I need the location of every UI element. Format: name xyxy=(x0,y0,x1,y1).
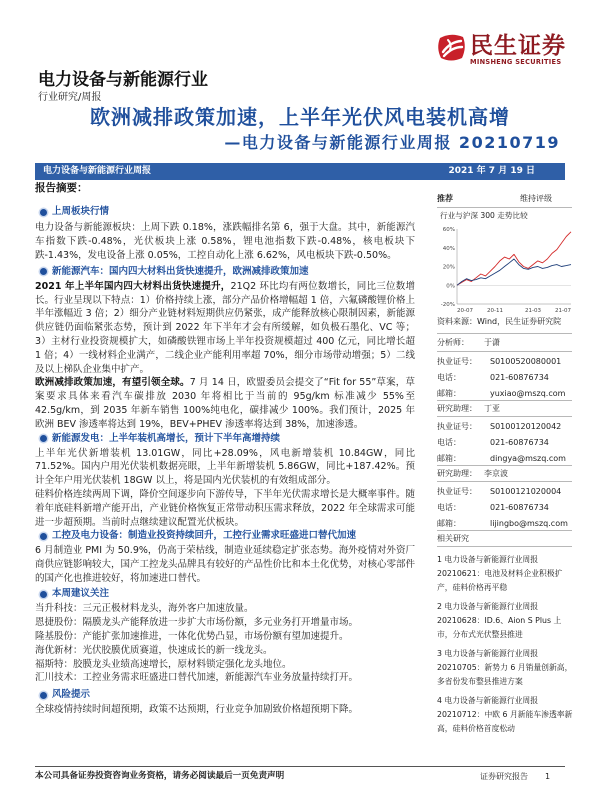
header-bar xyxy=(35,163,565,180)
section-heading-ev xyxy=(35,265,415,279)
x-tick-label: 20-11 xyxy=(487,308,503,314)
divider xyxy=(437,546,572,547)
industry-name: 电力设备与新能源行业 xyxy=(38,70,208,90)
header-bar-title: 电力设备与新能源行业周报 xyxy=(43,166,152,176)
y-tick-label: 40% xyxy=(442,245,455,252)
license-number: S0100121020004 xyxy=(490,487,562,496)
license-label: 执业证号： xyxy=(437,422,477,431)
footer-disclaimer: 本公司具备证券投资咨询业务资格，请务必阅读最后一页免责声明 xyxy=(35,771,285,781)
ev-paragraph-2-lead: 欧洲减排政策加速，有望引领全球。 xyxy=(35,377,190,389)
list-item: 恩捷股份：隔膜龙头产能释放进一步扩大市场份额，多元业务打开增量市场。 xyxy=(35,617,359,629)
section-heading-market xyxy=(35,205,415,219)
brand-name-en: MINSHENG SECURITIES xyxy=(470,58,562,66)
analyst-role: 研究助理： xyxy=(437,469,477,478)
brand-name: 民生证券 xyxy=(470,33,566,59)
report-type: 行业研究/周报 xyxy=(38,92,102,103)
license-number: S0100520080001 xyxy=(490,357,562,366)
summary-column xyxy=(35,181,415,764)
x-tick-label: 21-03 xyxy=(525,308,541,314)
email-address: yuxiao@mszq.com xyxy=(490,389,566,398)
section-heading-text: 新能源汽车：国内四大材料出货快速提升，欧洲减排政策加速 xyxy=(52,265,309,277)
bullet-icon xyxy=(40,268,47,275)
license-label: 执业证号： xyxy=(437,487,477,496)
report-date: 2021 年 7 月 19 日 xyxy=(448,166,535,176)
divider xyxy=(437,530,572,531)
email-address: lijingbo@mszq.com xyxy=(490,519,568,528)
ev-paragraph-2-text: 7 月 14 日，欧盟委员会提交了“Fit for 55”草案，草案要求具体来看汽车碳排放 2030 年将相比于当前的 95g/km 标准减少 55%至 42.5g/km，到 2035 年新车销售 100%纯电化，碳排减少 100%。我们预计，2025 年欧洲 BEV 渗透率将达到 19%，BEV+PHEV 渗透率将达到 38%，加速渗透。 xyxy=(35,377,415,430)
divider xyxy=(437,207,572,208)
section-heading-industrial xyxy=(35,529,415,543)
footer-divider xyxy=(35,766,565,767)
series-line-1 xyxy=(457,232,571,285)
section-heading-power xyxy=(35,432,415,446)
list-item: 当升科技：三元正极材料龙头，海外客户加速放量。 xyxy=(35,603,254,615)
ev-paragraph-1 xyxy=(35,280,415,377)
chart-title: 行业与沪深 300 走势比较 xyxy=(440,211,528,220)
phone-label: 电话： xyxy=(437,438,461,447)
rating: 推荐 xyxy=(437,194,453,203)
market-paragraph: 电力设备与新能源板块：上周下跌 0.18%，涨跌幅排名第 6，强于大盘。其中，新能源汽车指数下跌-0.48%，光伏板块上涨 0.58%，锂电池指数下跌-0.48%，核电板块下跌-1.43%，发电设备上涨 0.05%，工控自动化上涨 6.62%，风电板块下跌-0.50%。 xyxy=(35,222,415,261)
related-research-item: 2 电力设备与新能源行业周报 20210628：ID.6、Aion S Plus 上市，分布式光伏整县推进 xyxy=(437,602,562,639)
analyst-name: 丁亚 xyxy=(484,404,500,413)
phone-label: 电话： xyxy=(437,503,461,512)
picks-list xyxy=(35,602,415,685)
section-heading-text: 风险提示 xyxy=(52,689,91,701)
page-number: 1 xyxy=(545,772,551,781)
license-number: S0100120120042 xyxy=(490,422,562,431)
bullet-icon xyxy=(40,533,47,540)
section-heading-text: 工控及电力设备：制造业投资持续回升，工控行业需求旺盛进口替代加速 xyxy=(52,530,357,542)
list-item: 海优新材：光伏胶膜优质赛道，快速成长的新一线龙头。 xyxy=(35,644,273,656)
trend-chart xyxy=(437,224,575,316)
ev-paragraph-1-text: 21Q2 环比均有两位数增长，同比三位数增长。行业呈现以下特点：1）价格持续上涨，部分产品价格增幅超 1 倍，六氟磷酸锂价格上半年涨幅近 3 倍；2）细分产业链材料短期供应仍紧张，成产能释放核心限制因素，新能源供应链仍面临紧张态势，预计到 2022 年下半年才会有所缓解，如负极石墨化、VC 等；3）主材行业投资规模扩大，如磷酸铁锂市场上半年投资规模超过 400 亿元，同比增长超 1 倍；4）一线材料企业满产，二线企业产能利用率超 70%，细分市场带动增强；5）二线及以上梯队企业集中扩产。 xyxy=(35,280,415,375)
divider xyxy=(437,333,572,334)
phone-label: 电话： xyxy=(437,373,461,382)
report-title: 欧洲减排政策加速，上半年光伏风电装机高增 xyxy=(90,105,510,129)
related-research-item: 3 电力设备与新能源行业周报 20210705：新势力 6 月销量创新高，多省份发布整县推进方案 xyxy=(437,649,573,686)
related-research-heading: 相关研究 xyxy=(437,534,469,543)
section-heading-risk xyxy=(35,688,415,702)
rating-action: 维持评级 xyxy=(520,194,552,203)
series-line-2 xyxy=(457,259,571,285)
section-heading-text: 本周建议关注 xyxy=(52,588,110,600)
risk-paragraph: 全球疫情持续时间超预期，政策不达预期，行业竞争加剧致价格超预期下降。 xyxy=(35,704,359,716)
bullet-icon xyxy=(40,591,47,598)
y-tick-label: 20% xyxy=(442,264,455,271)
report-subtitle: —电力设备与新能源行业周报 20210719 xyxy=(224,133,560,152)
divider xyxy=(437,465,572,466)
divider xyxy=(437,416,572,417)
related-research-list xyxy=(437,553,575,741)
x-tick-label: 21-07 xyxy=(555,308,571,314)
analyst-role: 分析师： xyxy=(437,338,469,347)
ev-paragraph-2 xyxy=(35,376,415,431)
list-item: 福斯特：胶膜龙头业绩高速增长，原材料锁定强化龙头地位。 xyxy=(35,658,292,670)
section-heading-picks xyxy=(35,587,415,601)
email-label: 邮箱： xyxy=(437,519,461,528)
bullet-icon xyxy=(40,209,47,216)
list-item: 汇川技术：工控业务需求旺盛进口替代加速，新能源汽车业务放量持续打开。 xyxy=(35,672,359,684)
y-tick-label: 60% xyxy=(442,227,455,233)
analyst-name: 于潇 xyxy=(484,338,500,347)
phone-number: 021-60876734 xyxy=(490,373,549,382)
power-paragraph-1: 上半年光伏新增装机 13.01GW，同比+28.09%，风电新增装机 10.84GW，同比 71.52%。国内户用光伏装机数据亮眼，上半年新增装机 5.86GW，同比+187.42%。预计全年户用光伏装机 18GW 以上，将是国内光伏装机的有效组成部分。 xyxy=(35,447,415,487)
email-address: dingya@mszq.com xyxy=(490,454,566,463)
bullet-icon xyxy=(40,692,47,699)
phone-number: 021-60876734 xyxy=(490,503,549,512)
y-tick-label: -20% xyxy=(440,302,455,308)
bullet-icon xyxy=(40,435,47,442)
summary-heading: 报告摘要： xyxy=(35,182,88,194)
y-tick-label: 0% xyxy=(446,283,455,290)
chart-source: 资料来源：Wind，民生证券研究院 xyxy=(437,317,562,326)
phone-number: 021-60876734 xyxy=(490,438,549,447)
license-label: 执业证号： xyxy=(437,357,477,366)
analyst-role: 研究助理： xyxy=(437,404,477,413)
list-item: 隆基股份：产能扩张加速推进，一体化优势凸显，市场份额有望加速提升。 xyxy=(35,630,349,642)
power-paragraph-2: 硅料价格连续两周下调，降价空间逐步向下游传导，下半年光伏需求增长是大概率事件。随着年底硅料新增产能开出，产业链价格恢复正常带动积压需求释放，2022 年全球需求可能进一步超预期。当前时点继续建议配置光伏板块。 xyxy=(35,489,415,528)
section-heading-text: 新能源发电：上半年装机高增长，预计下半年高增持续 xyxy=(52,432,281,444)
ev-paragraph-1-lead: 2021 年上半年国内四大材料出货快速提升， xyxy=(35,280,231,292)
divider xyxy=(437,481,572,482)
footer-doc-type: 证券研究报告 xyxy=(480,772,528,781)
analyst-name: 李京波 xyxy=(484,469,508,478)
minsheng-logo-icon xyxy=(436,32,467,63)
industrial-paragraph: 6 月制造业 PMI 为 50.9%，仍高于荣枯线，制造业延续稳定扩张态势。海外疫情对外资厂商供应链影响较大，国产工控龙头品牌具有较好的产品性价比和本土化优势，对核心零部件的国产化也推进较好，将加速进口替代。 xyxy=(35,545,415,585)
section-heading-text: 上周板块行情 xyxy=(52,206,110,217)
divider xyxy=(437,351,572,352)
x-tick-label: 20-07 xyxy=(457,308,473,314)
divider xyxy=(437,400,572,401)
related-research-item: 4 电力设备与新能源行业周报 20210712：中欧 6 月新能车渗透率新高，硅料价格首度松动 xyxy=(437,696,573,733)
email-label: 邮箱： xyxy=(437,389,461,398)
related-research-item: 1 电力设备与新能源行业周报 20210621：电池及材料企业积极扩产，硅料价格再平稳 xyxy=(437,555,563,592)
email-label: 邮箱： xyxy=(437,454,461,463)
